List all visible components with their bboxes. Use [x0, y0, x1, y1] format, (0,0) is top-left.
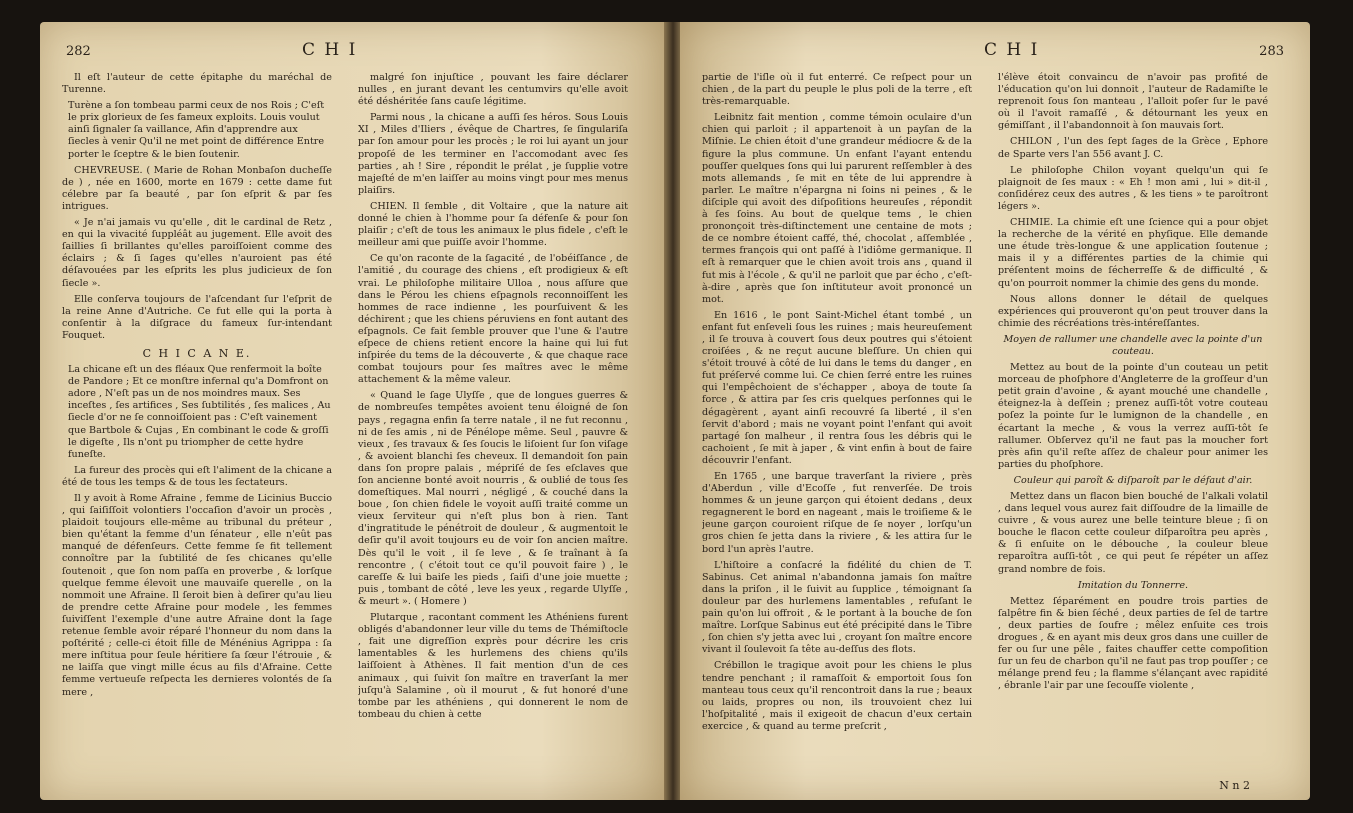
paragraph: Il y avoit à Rome Afraine , femme de Licinius Buccio , qui ſaiſiſſoit volontiers l'occaſion d'avoir un procès , plaidoit toujours elle-même au tribunal du préteur , bien qu'étant la femme d'un ſénateur , elle n'eût pas manqué de défenſeurs. Cette femme ſe fit tellement connoître par la ſubtilité de ſes chicanes qu'elle ſoutenoit , que ſon nom paſſa en proverbe , & lorſque quelque femme élevoit une mauvaiſe querelle , on la nommoit une Afraine. Il ſeroit bien à deſirer qu'au lieu de prendre cette Afraine pour modele , les femmes ſuiviſſent l'exemple d'une autre Afraine dont la ſage retenue ſemble avoir réparé l'honneur du nom dans la poſtérité ; celle-ci étoit fille de Ménénius Agrippa : ſa mere inſtitua pour ſeule héritiere ſa ſœur l'étrouie , & ne laiſſa que vingt mille écus au fils d'Afraine. Cette femme vertueuſe reſpecta les dernieres volontés de ſa mere ,: [62, 493, 332, 698]
paragraph: Elle conſerva toujours de l'aſcendant ſur l'eſprit de la reine Anne d'Autriche. Ce fut elle qui la porta à conſentir à la diſgrace du fameux ſur-intendant Fouquet.: [62, 293, 332, 341]
paragraph: malgré ſon injuſtice , pouvant les faire déclarer nulles , en jurant devant les centumvirs qu'elle avoit été déshéritée ſans cauſe légitime.: [358, 72, 628, 108]
paragraph: La chicane eſt un des fléaux Que renfermoit la boîte de Pandore ; Et ce monſtre infernal qu'a Domfront on adore , N'eſt pas un de nos moindres maux. Ses inceſtes , ſes artifices , Ses ſubtilités , ſes malices , Au ſiecle d'or ne ſe connoiſſoient pas : C'eſt vainement que Bartbole & Cujas , En combinant le code & groſſi le digeſte , Ils n'ont pu triompher de cette hydre funeſte.: [68, 364, 331, 460]
paragraph: En 1765 , une barque traverſant la riviere , près d'Aberdun , ville d'Ecoſſe , fut renverſée. De trois hommes & un jeune garçon qui étoient dedans , deux regagnerent le bord en nageant , mais le troiſieme & le jeune garçon couroient riſque de ſe noyer , lorſqu'un gros chien ſe jetta dans la riviere , & les attira ſur le bord l'un après l'autre.: [702, 471, 972, 555]
paragraph: « Je n'ai jamais vu qu'elle , dit le cardinal de Retz , en qui la vivacité ſuppléât au jugement. Elle avoit des ſaillies ſi brillantes qu'elles paroiſſoient comme des éclairs ; & ſi ſages qu'elles n'auroient pas été déſavouées par les eſprits les plus judicieux de ſon ſiecle ».: [62, 217, 332, 289]
paragraph: En 1616 , le pont Saint-Michel étant tombé , un enfant fut enſeveli ſous les ruines ; mais heureuſement , il ſe trouva à couvert ſous deux poutres qui s'étoient croiſées , & ne reçut aucune bleſſure. Un chien qui s'étoit trouvé à côté de lui dans le tems du danger , en fut préſervé comme lui. Ce chien ſerré entre les ruines qui l'empêchoient de s'échapper , aboya de toute ſa force , & attira par ſes cris quelques perſonnes qui le dégagèrent , ayant ainſi recouvré ſa liberté , il s'en ſervit d'abord ; mais ne voyant point l'enfant qui avoit partagé ſon malheur , il rentra ſous les débris qui le cachoient , ſe mit à japer , & vint enfin à bout de faire découvrir l'enfant.: [702, 309, 972, 466]
paragraph: Nous allons donner le détail de quelques expériences qui prouveront qu'on peut trouver dans la chimie des récréations très-intéreſſantes.: [998, 293, 1268, 329]
page-number: 282: [66, 44, 91, 59]
paragraph: CHILON , l'un des ſept ſages de la Grèce , Ephore de Sparte vers l'an 556 avant J. C.: [998, 136, 1268, 160]
paragraph: partie de l'iſle où il fut enterré. Ce reſpect pour un chien , de la part du peuple le plus poli de la terre , eſt très-remarquable.: [702, 72, 972, 108]
paragraph: CHIEN. Il ſemble , dit Voltaire , que la nature ait donné le chien à l'homme pour ſa défenſe & pour ſon plaiſir ; c'eſt de tous les animaux le plus fidele , c'eſt le meilleur ami que puiſſe avoir l'homme.: [358, 200, 628, 249]
paragraph: Plutarque , racontant comment les Athéniens furent obligés d'abandonner leur ville du tems de Thémiſtocle , fait une digreſſion exprès pour décrire les cris lamentables & les hurlemens des chiens qu'ils laiſſoient à Athènes. Il fait mention d'un de ces animaux , qui ſuivit ſon maître en traverſant la mer juſqu'à Salamine , où il mourut , & fut honoré d'une tombe par les athéniens , qui donnerent le nom de tombeau du chien à cette: [358, 612, 628, 720]
paragraph: L'hiſtoire a conſacré la fidélité du chien de T. Sabinus. Cet animal n'abandonna jamais ſon maître dans la priſon , il le ſuivit au ſupplice , témoignant ſa douleur par des hurlemens lamentables , refuſant le pain qu'on lui offroit , & le portant à la bouche de ſon maître. Lorſque Sabinus eut été précipité dans le Tibre , ſon chien s'y jetta avec lui , croyant ſon maître encore vivant il ſoulevoit ſa tête au-deſſus des flots.: [702, 559, 972, 656]
text-column-left: [702, 72, 972, 787]
page-number: 283: [1259, 44, 1284, 59]
paragraph: Mettez dans un flacon bien bouché de l'alkali volatil , dans lequel vous aurez fait diſſoudre de la limaille de cuivre , & vous aurez une belle teinture bleue ; ſi on bouche le flacon cette couleur diſparoîtra peu après , & ſi enſuite on le débouche , la couleur bleue reparoîtra auſſi-tôt , ce qui peut ſe répéter un aſſez grand nombre de fois.: [998, 491, 1268, 575]
text-column-right: [998, 72, 1268, 787]
section-heading: Moyen de rallumer une chandelle avec la pointe d'un couteau.: [1003, 333, 1263, 357]
running-header: C H I: [984, 40, 1040, 60]
left-page: [40, 22, 666, 800]
section-heading: C H I C A N E.: [142, 346, 252, 360]
signature-mark: N n 2: [1219, 779, 1250, 792]
text-column-right: [358, 72, 628, 787]
right-page: [680, 22, 1310, 800]
paragraph: l'élève étoit convaincu de n'avoir pas profité de l'éducation qu'on lui donnoit , l'auteur de Radamiſte le reprenoit ſous ſon manteau , l'alloit poſer ſur le pavé où il l'avoit ramaſſé , & détournant les yeux en gémiſſant , il l'abandonnoit à ſon mauvais ſort.: [998, 72, 1268, 132]
paragraph: Turène a ſon tombeau parmi ceux de nos Rois ; C'eſt le prix glorieux de ſes fameux exploits. Louis voulut ainſi ſignaler ſa vaillance, Afin d'apprendre aux ſiecles à venir Qu'il ne met point de différence Entre porter le ſceptre & le bien ſoutenir.: [68, 100, 325, 160]
text-column-left: [62, 72, 332, 787]
paragraph: CHIMIE. La chimie eſt une ſcience qui a pour objet la recherche de la vérité en phyſique. Elle demande une étude très-longue & une application ſoutenue ; mais il y a différentes parties de la chimie qui préſentent moins de ſécherreſſe & de difficulté , & qu'on pourroit nommer la chimie des gens du monde.: [998, 217, 1268, 289]
section-heading: Couleur qui paroît & diſparoît par le défaut d'air.: [1013, 474, 1253, 486]
running-header: C H I: [302, 40, 358, 60]
paragraph: Mettez ſéparément en poudre trois parties de ſalpêtre fin & bien ſéché , deux parties de ſel de tartre , deux parties de ſoufre ; mêlez enſuite ces trois drogues , & en ayant mis deux gros dans une cuiller de fer ou ſur une pêle , faites chauffer cette compoſition ſur un feu de charbon qu'il ne faut pas trop pouſſer ; ce mélange prend feu ; la flamme s'élançant avec rapidité , ébranle l'air par une ſecouſſe violente ,: [998, 595, 1268, 692]
paragraph: Le philoſophe Chilon voyant quelqu'un qui ſe plaignoit de ſes maux : « Eh ! mon ami , lui » dit-il , conſidérez ceux des autres , & les tiens » te paroîtront légers ».: [998, 164, 1268, 212]
paragraph: Mettez au bout de la pointe d'un couteau un petit morceau de phoſphore d'Angleterre de la groſſeur d'un petit grain d'avoine , & ayant mouché une chandelle , éteignez-la à deſſein ; prenez auſſi-tôt votre couteau poſez la pointe ſur le lumignon de la chandelle , en écartant la meche , & vous la verrez auſſi-tôt ſe rallumer. Obſervez qu'il ne faut pas la moucher fort près afin qu'il reſte aſſez de chaleur pour animer les parties du phoſphore.: [998, 362, 1268, 470]
paragraph: Leibnitz fait mention , comme témoin oculaire d'un chien qui parloit ; il appartenoit à un payſan de la Miſnie. Le chien étoit d'une grandeur médiocre & de la figure la plus commune. Un enfant l'ayant entendu pouſſer quelques ſons qui lui parurent reſſembler à des mots allemands , ſe mit en tête de lui apprendre à parler. Le maître n'épargna ni ſoins ni peines , & le diſciple qui avoit des diſpoſitions heureuſes , répondit à ſes ſoins. Au bout de quelque tems , le chien prononçoit très-diſtinctement une centaine de mots ; de ce nombre étoient caffé, thé, chocolat , aſſemblée , termes françois qui ont paſſé à l'idiôme germanique. Il eſt à remarquer que le chien avoit trois ans , quand il fut mis à l'école , & qu'il ne parloit que par écho , c'eſt-à-dire , après que ſon inſtituteur avoit prononcé un mot.: [702, 112, 972, 305]
paragraph: Crébillon le tragique avoit pour les chiens le plus tendre penchant ; il ramaſſoit & emportoit ſous ſon manteau tous ceux qu'il rencontroit dans la rue ; beaux ou laids, propres ou non, ils trouvoient chez lui l'hoſpitalité , mais il exigeoit de chacun d'eux certain exercice , & quand au terme preſcrit ,: [702, 660, 972, 732]
paragraph: « Quand le ſage Ulyſſe , que de longues guerres & de nombreuſes tempêtes avoient tenu éloigné de ſon pays , regagna enfin ſa terre natale , il ne fut reconnu , ni de ſes amis , ni de Pénélope même. Seul , pauvre & vieux , ſes travaux & ſes ſoucis le liſoient ſur ſon viſage , & avoient blanchi ſes cheveux. Il demandoit ſon pain dans ſon propre palais , mépriſé de ſes eſclaves que ſon ancienne bonté avoit nourris , & oublié de tous ſes domeſtiques. Mal nourri , négligé , & couché dans la boue , ſon chien fidele le voyoit auſſi traité comme un vieux ſerviteur qui n'eſt plus bon à rien. Tant d'ingratitude le pénétroit de douleur , & augmentoit le deſir qu'il avoit toujours eu de voir ſon ancien maître. Dès qu'il le voit , il ſe leve , & ſe traînant à ſa rencontre , ( c'étoit tout ce qu'il pouvoit faire ) , le careſſe & lui baiſe les pieds , ſaiſi d'une joie muette ; puis , tombant de côté , leve les yeux , regarde Ulyſſe , & meurt ». ( Homere ): [358, 390, 628, 607]
paragraph: CHEVREUSE. ( Marie de Rohan Monbaſon ducheſſe de ) , née en 1600, morte en 1679 : cette dame fut célebre par ſa beauté , par ſon eſprit & par ſes intrigues.: [62, 164, 332, 212]
paragraph: Parmi nous , la chicane a auſſi ſes héros. Sous Louis XI , Miles d'Iliers , évêque de Chartres, ſe ſingulariſa par ſon amour pour les procès ; le roi lui ayant un jour propoſé de les terminer en l'accomodant avec ſes parties , ah ! Sire , répondit le prélat , je ſupplie votre majeſté de m'en laiſſer au moins vingt pour mes menus plaiſirs.: [358, 112, 628, 196]
paragraph: La fureur des procès qui eſt l'aliment de la chicane a été de tous les temps & de tous les ſectateurs.: [62, 464, 332, 488]
paragraph: Ce qu'on raconte de la ſagacité , de l'obéiſſance , de l'amitié , du courage des chiens , eſt prodigieux & eſt vrai. Le philoſophe militaire Ulloa , nous aſſure que dans le Pérou les chiens eſpagnols reconnoiſſent les hommes de race indienne , les pourſuivent & les déchirent ; que les chiens péruviens en font autant des eſpagnols. Ce fait ſemble prouver que l'une & l'autre eſpece de chiens retient encore la haine qui lui fut inſpirée du tems de la découverte , & que chaque race combat toujours pour ſes maîtres avec le même attachement & la même valeur.: [358, 253, 628, 386]
paragraph: Il eſt l'auteur de cette épitaphe du maréchal de Turenne.: [62, 72, 332, 96]
section-heading: Imitation du Tonnerre.: [1077, 579, 1189, 591]
